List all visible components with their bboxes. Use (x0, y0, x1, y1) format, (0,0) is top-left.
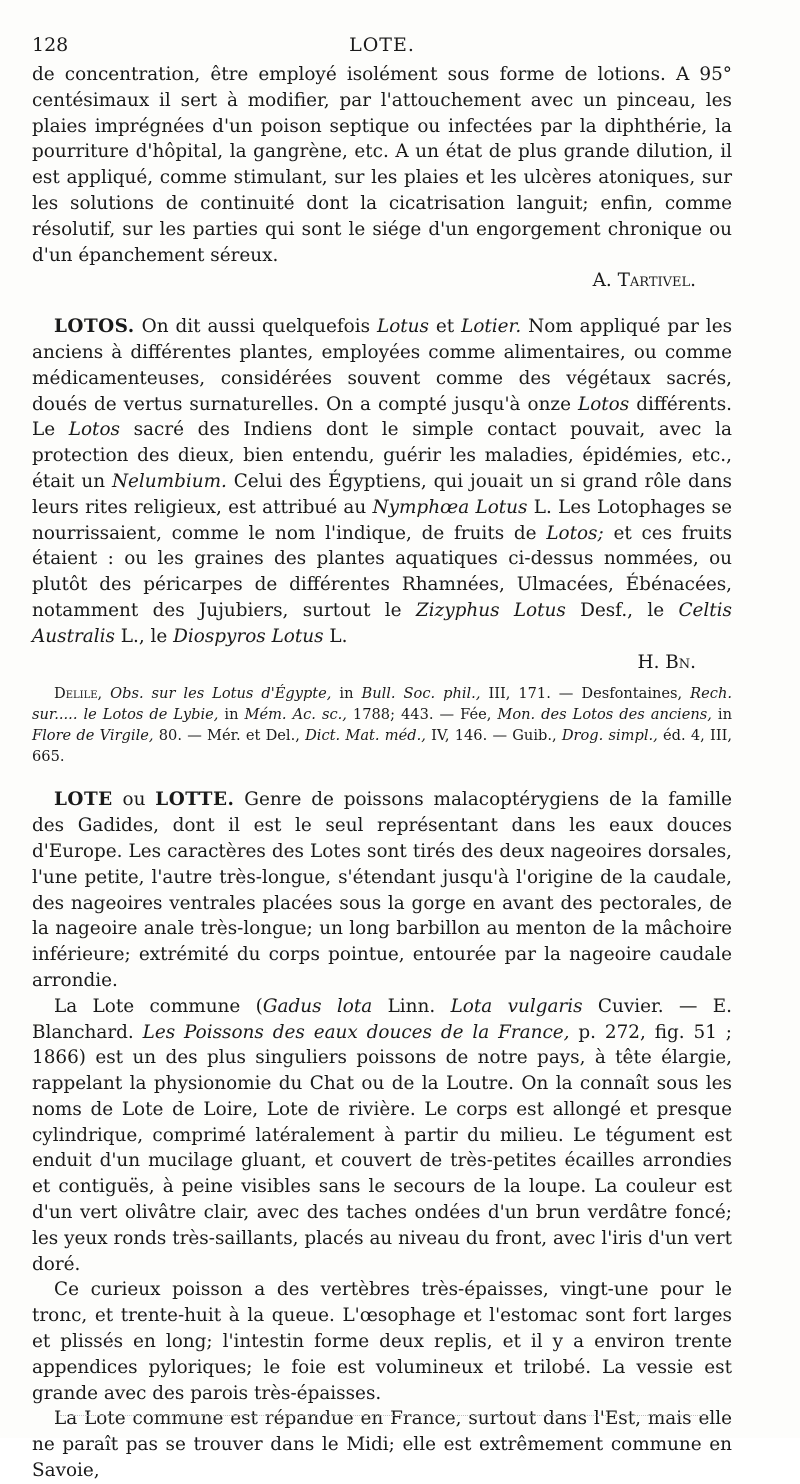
entry-lote (32, 787, 732, 1484)
text-run: in (218, 706, 245, 724)
italic-run: Zizyphus Lotus (415, 599, 566, 621)
text-run: in (331, 685, 362, 703)
italic-run: Lotos; (546, 522, 604, 544)
italic-run: Les Poissons des eaux douces de la France, (142, 1021, 570, 1043)
text-run: 1788; 443. — Fée, (346, 706, 498, 724)
italic-run: Lotos (578, 393, 630, 415)
text-run: sacré des Indiens dont le simple contact pouvait, avec la protection des dieux, bien entendu, guérir les maladies, épidémies, etc., était un (32, 419, 732, 492)
text-run: IV, 146. — Guib., (425, 727, 562, 745)
lotos-paragraph (32, 314, 732, 649)
italic-run: Dict. Mat. méd., (305, 727, 426, 745)
headword-lote: LOTE (54, 789, 113, 811)
lote-paragraph-1 (32, 787, 732, 993)
running-title: LOTE. (349, 34, 415, 56)
signature-tartivel (32, 268, 732, 294)
text-run: 80. — Mér. et Del., (153, 727, 306, 745)
page-header (32, 34, 732, 62)
text-run: Desf., le (565, 599, 679, 621)
text-run: L. Les Lotophages se nourrissaient, comme le nom l'indique, de fruits de (32, 496, 732, 544)
lote-paragraph-4: La Lote commune est répandue en France, surtout dans l'Est, mais elle ne paraît pas se trouver dans le Midi; elle est extrêmement commune en Savoie, (32, 1408, 732, 1482)
text-run: III, 171. — Desfontaines, (480, 685, 691, 703)
lote-paragraph-3: Ce curieux poisson a des vertèbres très-épaisses, vingt-une pour le tronc, et trente-huit à la queue. L'œsophage et l'estomac sont fort larges et plissés en long; l'intestin forme deux replis, et il y a environ trente appendices pyloriques; le foie est volumineux et trilobé. La vessie est grande avec des parois très-épaisses. (32, 1279, 732, 1404)
text-run: et ces fruits étaient : ou les graines des plantes aquatiques ci-dessus nommées, ou plutôt des péricarpes de différentes Rhamnées, Ulmacées, Ébénacées, notamment des Jujubiers, surtout le (32, 522, 733, 621)
italic-run: Lotos (68, 419, 120, 441)
text-run: p. 272, fig. 51 ; 1866) est un des plus singuliers poissons de notre pays, à tête élargie, rappelant la physionomie du Chat ou de la Loutre. On la connaît sous les noms de Lote de Loire, Lote de rivière. Le corps est allongé et presque cylindrique, comprimé latéralement à partir du milieu. Le tégument est enduit d'un mucilage gluant, et couvert de très-petites écailles arrondies et contiguës, à peine visibles sans le secours de la loupe. La couleur est d'un vert olivâtre clair, avec des taches ondées d'un brun verdâtre foncé; les yeux ronds très-saillants, placés au niveau du front, avec l'iris d'un vert doré. (32, 1021, 732, 1275)
signature-baillon (32, 650, 732, 676)
lote-paragraph-2 (32, 994, 732, 1278)
italic-run: Obs. sur les Lotus d'Égypte, (110, 685, 332, 703)
bottom-scan-marks (60, 1413, 710, 1416)
italic-run: Lotier. (461, 316, 522, 338)
text-run: On dit aussi quelquefois (134, 316, 377, 338)
italic-run: Mém. Ac. sc., (244, 706, 347, 724)
italic-run: Flore de Virgile, (32, 727, 154, 745)
italic-run: Rech. sur..... le Lotos de Lybie, (32, 685, 733, 724)
text-run: Nom appliqué par les anciens à différentes plantes, employées comme alimentaires, ou comme médicamenteuses, considérées souvent comme des végétaux sacrés, doués de vertus surnaturelles. On a compté jusqu'à onze (32, 316, 733, 415)
text-run: Celui des Égyptiens, qui jouait un si grand rôle dans leurs rites religieux, est attribué au (32, 470, 732, 518)
italic-run: Diospyros Lotus (173, 625, 324, 647)
text-run: Cuvier. — E. Blanchard. (32, 995, 732, 1043)
text-run: La Lote commune ( (54, 995, 263, 1017)
italic-run: Nelumbium. (111, 470, 227, 492)
italic-run: Lota vulgaris (450, 995, 583, 1017)
italic-run: Nymphœa Lotus (372, 496, 528, 518)
italic-run: Gadus lota (262, 995, 373, 1017)
text-run: ou (112, 789, 156, 811)
headword-lotte: LOTTE. (155, 789, 235, 811)
continuation-paragraph: de concentration, être employé isolément sous forme de lotions. A 95° centésimaux il sert à modifier, par l'attouchement avec un pinceau, les plaies imprégnées d'un poison septique ou infectées par la diphthérie, la pourriture d'hôpital, la gangrène, etc. A un état de plus grande dilution, il est appliqué, comme stimulant, sur les plaies et les ulcères atoniques, sur les solutions de continuité dont la cicatrisation languit; enfin, comme résolutif, sur les parties qui sont le siége d'un engorgement chronique ou d'un épanchement séreux. (32, 64, 732, 266)
text-run: Genre de poissons malacoptérygiens de la famille des Gadides, dont il est le seul représentant dans les eaux douces d'Europe. Les caractères des Lotes sont tirés des deux nageoires dorsales, l'une petite, l'autre très-longue, s'étendant jusqu'à l'origine de la caudale, des nageoires ventrales placées sous la gorge en avant des pectorales, de la nageoire anale très-longue; un long barbillon au menton de la mâchoire inférieure; extrémité du corps pointue, entourée par la nageoire caudale arrondie. (32, 789, 732, 991)
text-run: Linn. (372, 995, 451, 1017)
signature-text: A. Tartivel. (592, 270, 696, 292)
headword-lotos: LOTOS. (54, 316, 135, 338)
lotos-bibliography (32, 683, 732, 767)
text-run: L., le (114, 625, 174, 647)
italic-run: Drog. simpl., (561, 727, 658, 745)
page-number: 128 (32, 34, 69, 56)
author: Delile, (54, 685, 111, 703)
italic-run: Lotus (376, 316, 429, 338)
text-run: éd. 4, III, 665. (32, 727, 732, 766)
text-run: différents. Le (32, 393, 732, 441)
italic-run: Celtis Australis (32, 599, 732, 647)
italic-run: Mon. des Lotos des anciens, (497, 706, 712, 724)
text-run: in (711, 706, 732, 724)
italic-run: Bull. Soc. phil., (361, 685, 481, 703)
signature-text: H. Bn. (637, 651, 696, 673)
entry-lotos (32, 314, 732, 767)
page-body (32, 62, 732, 1484)
text-run: et (428, 316, 462, 338)
text-run: L. (323, 625, 348, 647)
